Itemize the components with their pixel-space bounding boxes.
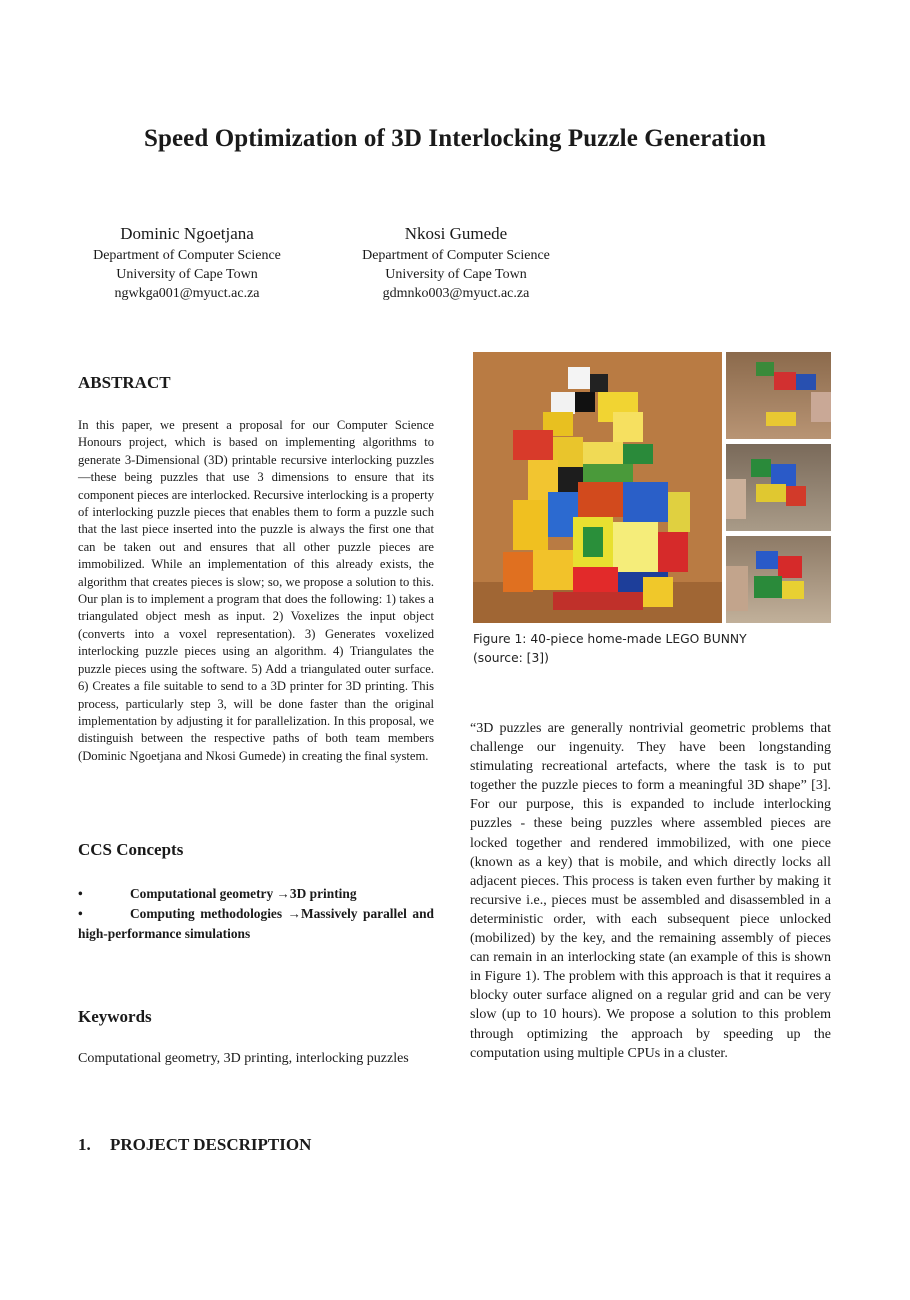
section-title: PROJECT DESCRIPTION (110, 1135, 312, 1154)
author-university: University of Cape Town (116, 267, 258, 282)
assembly-photo-2 (726, 444, 831, 531)
assembly-illustration-2 (726, 444, 831, 531)
assembly-photo-3 (726, 536, 831, 623)
ccs-item (78, 904, 434, 944)
lego-bunny-photo (473, 352, 722, 623)
author-department: Department of Computer Science (362, 248, 550, 263)
section-heading (78, 1135, 311, 1155)
ccs-list (78, 884, 434, 944)
author-name: Dominic Ngoetjana (120, 224, 254, 243)
figure-1 (473, 352, 831, 623)
author-email: gdmnko003@myuct.ac.za (382, 286, 530, 301)
figure-caption-line: Figure 1: 40-piece home-made LEGO BUNNY (473, 632, 747, 646)
author-department: Department of Computer Science (93, 248, 281, 263)
abstract-heading: ABSTRACT (78, 373, 171, 392)
author-block-1 (57, 222, 317, 303)
bullet-icon: • (78, 906, 83, 921)
author-email: ngwkga001@myuct.ac.za (114, 286, 260, 301)
keywords-text: Computational geometry, 3D printing, interlocking puzzles (78, 1051, 409, 1066)
lego-bunny-illustration (473, 352, 722, 623)
ccs-heading: CCS Concepts (78, 840, 184, 859)
assembly-illustration-1 (726, 352, 831, 439)
ccs-item-text: Computational geometry →3D printing (130, 886, 357, 901)
figure-caption (473, 630, 833, 668)
assembly-illustration-3 (726, 536, 831, 623)
author-university: University of Cape Town (385, 267, 527, 282)
paper-title: Speed Optimization of 3D Interlocking Puzzle Generation (143, 125, 767, 152)
ccs-item (78, 884, 434, 904)
keywords-heading: Keywords (78, 1007, 152, 1026)
body-paragraph: “3D puzzles are generally nontrivial geometric problems that challenge our ingenuity. They have been longstanding stimulating recreational artefacts, where the task is to put together the puzzle pieces to form a meaningful 3D shape” [3]. For our purpose, this is expanded to include interlocking puzzles - these being puzzles where assembled pieces are locked together and rendered immobilized, with one piece (known as a key) that is mobile, and which directly locks all adjacent pieces. This process is taken even further by making it recursive i.e., pieces must be assembled and disassembled in a deterministic order, with each subsequent piece unlocked (mobilized) by the key, and the remaining assembly of pieces can remain in an interlocking state (an example of this is shown in Figure 1). The problem with this approach is that it requires a blocky outer surface aligned on a regular grid and can be very slow (up to 10 hours). We propose a solution to this problem through optimizing the approach by speeding up the computation using multiple CPUs in a cluster. (470, 721, 831, 1061)
assembly-photo-1 (726, 352, 831, 439)
abstract-text: In this paper, we present a proposal for our Computer Science Honours project, which is based on implementing algorithms to generate 3-Dimensional (3D) printable recursive interlocking puzzles—these being puzzles that use 3 dimensions to ensure that its component pieces are interlocked. Recursive interlocking is a property of interlocking puzzle pieces that enables them to form a puzzle such that the last piece inserted into the puzzle is always the first one that can be taken out and ensures that all other puzzle pieces are immobilized. While an implementation of this already exists, the algorithm that creates pieces is slow; so, we propose a solution to this. Our plan is to implement a program that does the following: 1) takes a triangulated object mesh as input. 2) Voxelizes the input object (converts into a voxel representation). 3) Generates voxelized interlocking puzzle pieces using an algorithm. 4) Triangulates the puzzle pieces using the software. 5) Add a triangulated outer surface. 6) Creates a file suitable to send to a 3D printer for 3D printing. This process, particularly step 3, will be done faster than the original implementation by adjusting it for parallelization. In this proposal, we distinguish between the respective paths of both team members (Dominic Ngoetjana and Nkosi Gumede) in creating the final system. (78, 418, 434, 763)
figure-caption-source: (source: [3]) (473, 651, 549, 665)
bullet-icon: • (78, 886, 83, 901)
ccs-item-text: Computing methodologies →Massively parallel and high-performance simulations (78, 906, 434, 941)
section-number: 1. (78, 1135, 91, 1154)
author-block-2 (326, 222, 586, 303)
author-name: Nkosi Gumede (404, 224, 508, 243)
